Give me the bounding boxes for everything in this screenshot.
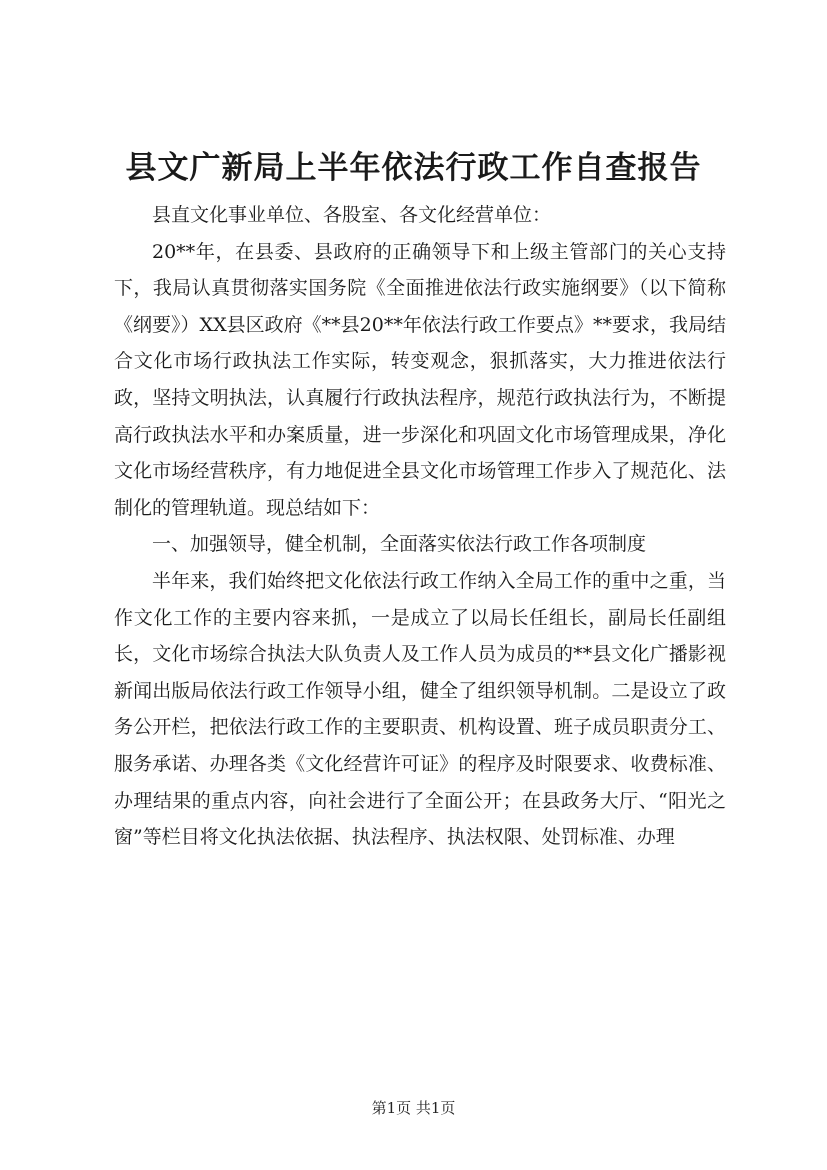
document-title: 县文广新局上半年依法行政工作自查报告: [125, 150, 702, 186]
paragraph-intro: 20**年，在县委、县政府的正确领导下和上级主管部门的关心支持下，我局认真贯彻落实国务院《全面推进依法行政实施纲要》（以下简称《纲要》）XX县区政府《**县20**年依法行政工作要点》**要求，我局结合文化市场行政执法工作实际，转变观念，狠抓落实，大力推进依法行政，坚持文明执法，认真履行行政执法程序，规范行政执法行为，不断提高行政执法水平和办案质量，进一步深化和巩固文化市场管理成果，净化文化市场经营秩序，有力地促进全县文化市场管理工作步入了规范化、法制化的管理轨道。现总结如下：: [114, 240, 726, 519]
page-number-footer: 第1页 共1页: [371, 1099, 456, 1117]
greeting-line: 县直文化事业单位、各股室、各文化经营单位：: [152, 204, 552, 226]
document-body: [114, 197, 726, 856]
paragraph-section-1: 半年来，我们始终把文化依法行政工作纳入全局工作的重中之重，当作文化工作的主要内容来抓，一是成立了以局长任组长，副局长任副组长，文化市场综合执法大队负责人及工作人员为成员的**县文化广播影视新闻出版局依法行政工作领导小组，健全了组织领导机制。二是设立了政务公开栏，把依法行政工作的主要职责、机构设置、班子成员职责分工、服务承诺、办理各类《文化经营许可证》的程序及时限要求、收费标准、办理结果的重点内容，向社会进行了全面公开；在县政务大厅、“阳光之窗”等栏目将文化执法依据、执法程序、执法权限、处罚标准、办理: [114, 569, 726, 849]
section-heading: 一、加强领导，健全机制，全面落实依法行政工作各项制度: [152, 533, 647, 556]
